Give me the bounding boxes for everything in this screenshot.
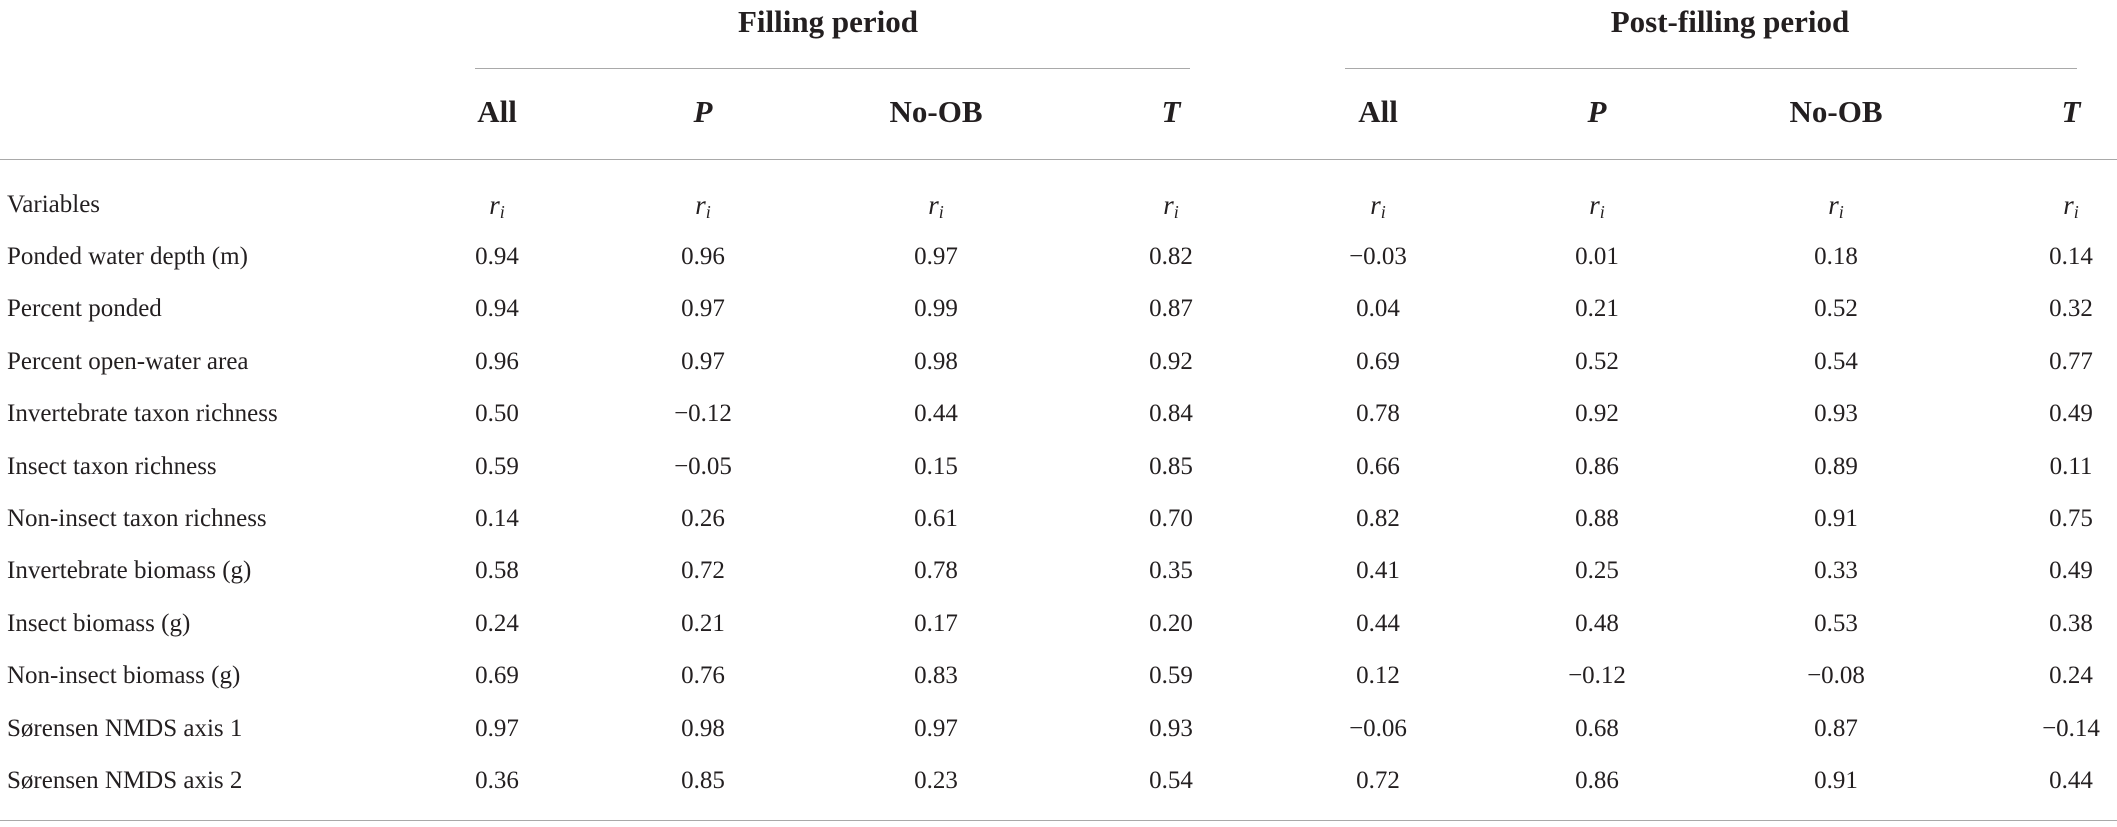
table-cell: −0.05 bbox=[674, 452, 732, 480]
table-cell: 0.68 bbox=[1575, 714, 1619, 742]
row-label: Invertebrate biomass (g) bbox=[7, 557, 252, 585]
column-header-post-filling-all: All bbox=[1358, 94, 1398, 129]
table-cell: 0.77 bbox=[2049, 347, 2093, 375]
table-cell: 0.36 bbox=[475, 767, 519, 794]
row-label: Percent open-water area bbox=[7, 347, 249, 375]
table-cell: 0.86 bbox=[1575, 767, 1619, 794]
table-cell: 0.23 bbox=[914, 767, 958, 794]
table-cell: 0.72 bbox=[1356, 767, 1400, 794]
row-label: Ponded water depth (m) bbox=[7, 243, 248, 270]
table-cell: −0.14 bbox=[2042, 714, 2100, 742]
ri-symbol: r bbox=[928, 190, 939, 220]
ri-symbol: r bbox=[2063, 190, 2074, 220]
group-rule-post-filling bbox=[1345, 68, 2077, 69]
table-cell: 0.15 bbox=[914, 452, 958, 480]
table-cell: 0.78 bbox=[914, 557, 958, 585]
table-cell: 0.92 bbox=[1575, 400, 1619, 428]
ri-symbol: r bbox=[1828, 190, 1839, 220]
group-rule-filling bbox=[475, 68, 1190, 69]
subheader-ri-cell bbox=[1746, 185, 1926, 225]
ri-subscript: i bbox=[1173, 202, 1179, 222]
table-cell: 0.76 bbox=[681, 662, 725, 690]
table-cell: 0.50 bbox=[475, 400, 519, 428]
ri-subscript: i bbox=[1380, 202, 1386, 222]
table-cell: 0.87 bbox=[1814, 714, 1858, 742]
table-cell: 0.18 bbox=[1814, 243, 1858, 270]
table-cell: 0.14 bbox=[2049, 243, 2093, 270]
row-label: Non-insect taxon richness bbox=[7, 505, 267, 532]
table-cell: 0.72 bbox=[681, 557, 725, 585]
table-cell: 0.61 bbox=[914, 505, 958, 532]
column-header-filling-p: P bbox=[693, 94, 713, 129]
table-cell: 0.17 bbox=[914, 609, 958, 637]
table-cell: 0.83 bbox=[914, 662, 958, 690]
row-label: Insect biomass (g) bbox=[7, 609, 191, 637]
table-cell: 0.94 bbox=[475, 295, 519, 323]
table-cell: 0.89 bbox=[1814, 452, 1858, 480]
table-cell: 0.26 bbox=[681, 505, 725, 532]
column-header-post-filling-p: P bbox=[1587, 94, 1607, 129]
table-cell: 0.69 bbox=[1356, 347, 1400, 375]
table-cell: −0.12 bbox=[674, 400, 732, 428]
table-cell: 0.87 bbox=[1149, 295, 1193, 323]
column-header-post-filling-t: T bbox=[2061, 94, 2081, 129]
header-rule bbox=[0, 159, 2117, 160]
table-cell: 0.14 bbox=[475, 505, 519, 532]
table-cell: 0.78 bbox=[1356, 400, 1400, 428]
table-cell: 0.69 bbox=[475, 662, 519, 690]
table-cell: 0.66 bbox=[1356, 452, 1400, 480]
table-cell: 0.49 bbox=[2049, 400, 2093, 428]
table-cell: 0.33 bbox=[1814, 557, 1858, 585]
table-cell: 0.91 bbox=[1814, 767, 1858, 794]
table-cell: 0.91 bbox=[1814, 505, 1858, 532]
table-cell: 0.82 bbox=[1149, 243, 1193, 270]
column-header-filling-no-ob: No-OB bbox=[889, 94, 983, 129]
table-cell: 0.97 bbox=[914, 243, 958, 270]
subheader-ri-cell bbox=[407, 185, 587, 225]
bottom-rule bbox=[0, 820, 2117, 821]
table-cell: 0.85 bbox=[681, 767, 725, 794]
table-cell: 0.24 bbox=[2049, 662, 2093, 690]
table-cell: 0.48 bbox=[1575, 609, 1619, 637]
group-title-post-filling-period: Post-filling period bbox=[1610, 4, 1850, 39]
column-header-filling-all: All bbox=[477, 94, 517, 129]
column-header-filling-t: T bbox=[1161, 94, 1181, 129]
table-cell: 0.58 bbox=[475, 557, 519, 585]
table-cell: 0.49 bbox=[2049, 557, 2093, 585]
table-cell: 0.52 bbox=[1575, 347, 1619, 375]
row-label: Sørensen NMDS axis 1 bbox=[7, 714, 243, 742]
table-cell: 0.94 bbox=[475, 243, 519, 270]
table-cell: 0.97 bbox=[681, 295, 725, 323]
table-cell: 0.98 bbox=[681, 714, 725, 742]
table-cell: 0.82 bbox=[1356, 505, 1400, 532]
table-cell: 0.75 bbox=[2049, 505, 2093, 532]
table-cell: 0.97 bbox=[475, 714, 519, 742]
table-cell: 0.21 bbox=[681, 609, 725, 637]
table-cell: 0.44 bbox=[2049, 767, 2093, 794]
row-label: Percent ponded bbox=[7, 295, 162, 323]
ri-subscript: i bbox=[2073, 202, 2079, 222]
table-cell: −0.08 bbox=[1807, 662, 1865, 690]
ri-subscript: i bbox=[499, 202, 505, 222]
subheader-ri-cell bbox=[1081, 185, 1261, 225]
table-cell: 0.44 bbox=[1356, 609, 1400, 637]
table-cell: 0.86 bbox=[1575, 452, 1619, 480]
table-cell: 0.96 bbox=[475, 347, 519, 375]
table-cell: 0.12 bbox=[1356, 662, 1400, 690]
table-cell: 0.98 bbox=[914, 347, 958, 375]
table-cell: 0.99 bbox=[914, 295, 958, 323]
ri-symbol: r bbox=[1589, 190, 1600, 220]
subheader-ri-cell bbox=[1288, 185, 1468, 225]
table-cell: 0.54 bbox=[1814, 347, 1858, 375]
table-cell: −0.12 bbox=[1568, 662, 1626, 690]
table-cell: 0.20 bbox=[1149, 609, 1193, 637]
variables-header: Variables bbox=[7, 191, 101, 218]
ri-symbol: r bbox=[489, 190, 500, 220]
table-cell: 0.32 bbox=[2049, 295, 2093, 323]
table-cell: 0.97 bbox=[914, 714, 958, 742]
table-cell: −0.06 bbox=[1349, 714, 1407, 742]
table-cell: 0.88 bbox=[1575, 505, 1619, 532]
subheader-ri-cell bbox=[1507, 185, 1687, 225]
table-cell: 0.59 bbox=[1149, 662, 1193, 690]
table-cell: −0.03 bbox=[1349, 243, 1407, 270]
table-cell: 0.52 bbox=[1814, 295, 1858, 323]
row-label: Sørensen NMDS axis 2 bbox=[7, 767, 243, 794]
table-cell: 0.85 bbox=[1149, 452, 1193, 480]
ri-symbol: r bbox=[1163, 190, 1174, 220]
ri-subscript: i bbox=[1599, 202, 1605, 222]
table-cell: 0.84 bbox=[1149, 400, 1193, 428]
ri-subscript: i bbox=[705, 202, 711, 222]
row-label: Insect taxon richness bbox=[7, 452, 217, 480]
table-cell: 0.44 bbox=[914, 400, 958, 428]
table-cell: 0.97 bbox=[681, 347, 725, 375]
ri-symbol: r bbox=[695, 190, 706, 220]
subheader-ri-cell bbox=[613, 185, 793, 225]
table-cell: 0.93 bbox=[1814, 400, 1858, 428]
table-cell: 0.70 bbox=[1149, 505, 1193, 532]
column-header-post-filling-no-ob: No-OB bbox=[1789, 94, 1883, 129]
table-cell: 0.35 bbox=[1149, 557, 1193, 585]
table-cell: 0.53 bbox=[1814, 609, 1858, 637]
ri-subscript: i bbox=[1838, 202, 1844, 222]
table-cell: 0.01 bbox=[1575, 243, 1619, 270]
table-cell: 0.24 bbox=[475, 609, 519, 637]
table-cell: 0.25 bbox=[1575, 557, 1619, 585]
ri-subscript: i bbox=[938, 202, 944, 222]
row-label: Non-insect biomass (g) bbox=[7, 662, 241, 690]
table-cell: 0.11 bbox=[2049, 452, 2093, 480]
table-cell: 0.21 bbox=[1575, 295, 1619, 323]
table-cell: 0.41 bbox=[1356, 557, 1400, 585]
table-cell: 0.96 bbox=[681, 243, 725, 270]
subheader-ri-cell bbox=[846, 185, 1026, 225]
table-cell: 0.54 bbox=[1149, 767, 1193, 794]
group-title-filling-period: Filling period bbox=[738, 4, 918, 39]
table-cell: 0.59 bbox=[475, 452, 519, 480]
table-cell: 0.38 bbox=[2049, 609, 2093, 637]
table-cell: 0.04 bbox=[1356, 295, 1400, 323]
row-label: Invertebrate taxon richness bbox=[7, 400, 278, 428]
subheader-ri-cell bbox=[1981, 185, 2117, 225]
table-cell: 0.92 bbox=[1149, 347, 1193, 375]
table-cell: 0.93 bbox=[1149, 714, 1193, 742]
ri-symbol: r bbox=[1370, 190, 1381, 220]
